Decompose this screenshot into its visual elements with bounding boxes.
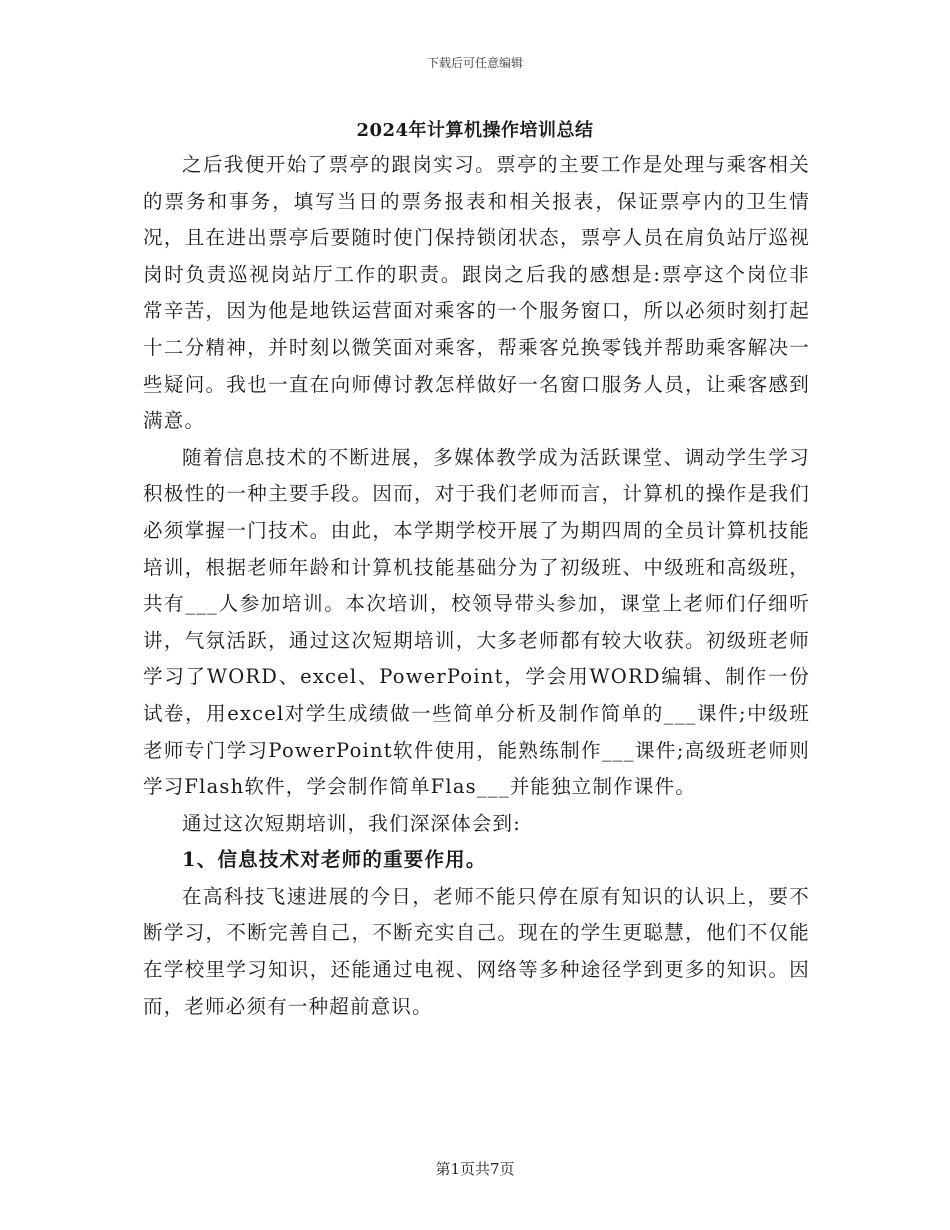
header-note: 下载后可任意编辑 [426,56,523,70]
document-title: 2024年计算机操作培训总结 [356,120,594,141]
paragraph-training-overview: 随着信息技术的不断进展，多媒体教学成为活跃课堂、调动学生学习积极性的一种主要手段。因而，对于我们老师而言，计算机的操作是我们必须掌握一门技术。由此，本学期学校开展了为期四周的全员计算机技能培训，根据老师年龄和计算机技能基础分为了初级班、中级班和高级班，共有___人参加培训。本次培训，校领导带头参加，课堂上老师们仔细听讲，气氛活跃，通过这次短期培训，大多老师都有较大收获。初级班老师学习了WORD、excel、PowerPoint，学会用WORD编辑、制作一份试卷，用excel对学生成绩做一些简单分析及制作简单的___课件;中级班老师专门学习PowerPoint软件使用，能熟练制作___课件;高级班老师则学习Flash软件，学会制作简单Flas___并能独立制作课件。 [143,445,810,799]
section-heading: 1、信息技术对老师的重要作用。 [182,848,487,872]
page-number: 第1页共7页 [435,1160,515,1178]
paragraph-reflection-intro: 通过这次短期培训，我们深深体会到: [182,811,521,835]
document-body [143,147,810,1025]
paragraph-section-body: 在高科技飞速进展的今日，老师不能只停在原有知识的认识上，要不断学习，不断完善自己，不断充实自己。现在的学生更聪慧，他们不仅能在学校里学习知识，还能通过电视、网络等多种途径学到更多的知识。因而，老师必须有一种超前意识。 [143,884,810,1018]
paragraph-ticket-booth: 之后我便开始了票亭的跟岗实习。票亭的主要工作是处理与乘客相关的票务和事务，填写当日的票务报表和相关报表，保证票亭内的卫生情况，且在进出票亭后要随时使门保持锁闭状态，票亭人员在肩负站厅巡视岗时负责巡视岗站厅工作的职责。跟岗之后我的感想是:票亭这个岗位非常辛苦，因为他是地铁运营面对乘客的一个服务窗口，所以必须时刻打起十二分精神，并时刻以微笑面对乘客，帮乘客兑换零钱并帮助乘客解决一些疑问。我也一直在向师傅讨教怎样做好一名窗口服务人员，让乘客感到满意。 [143,153,810,433]
